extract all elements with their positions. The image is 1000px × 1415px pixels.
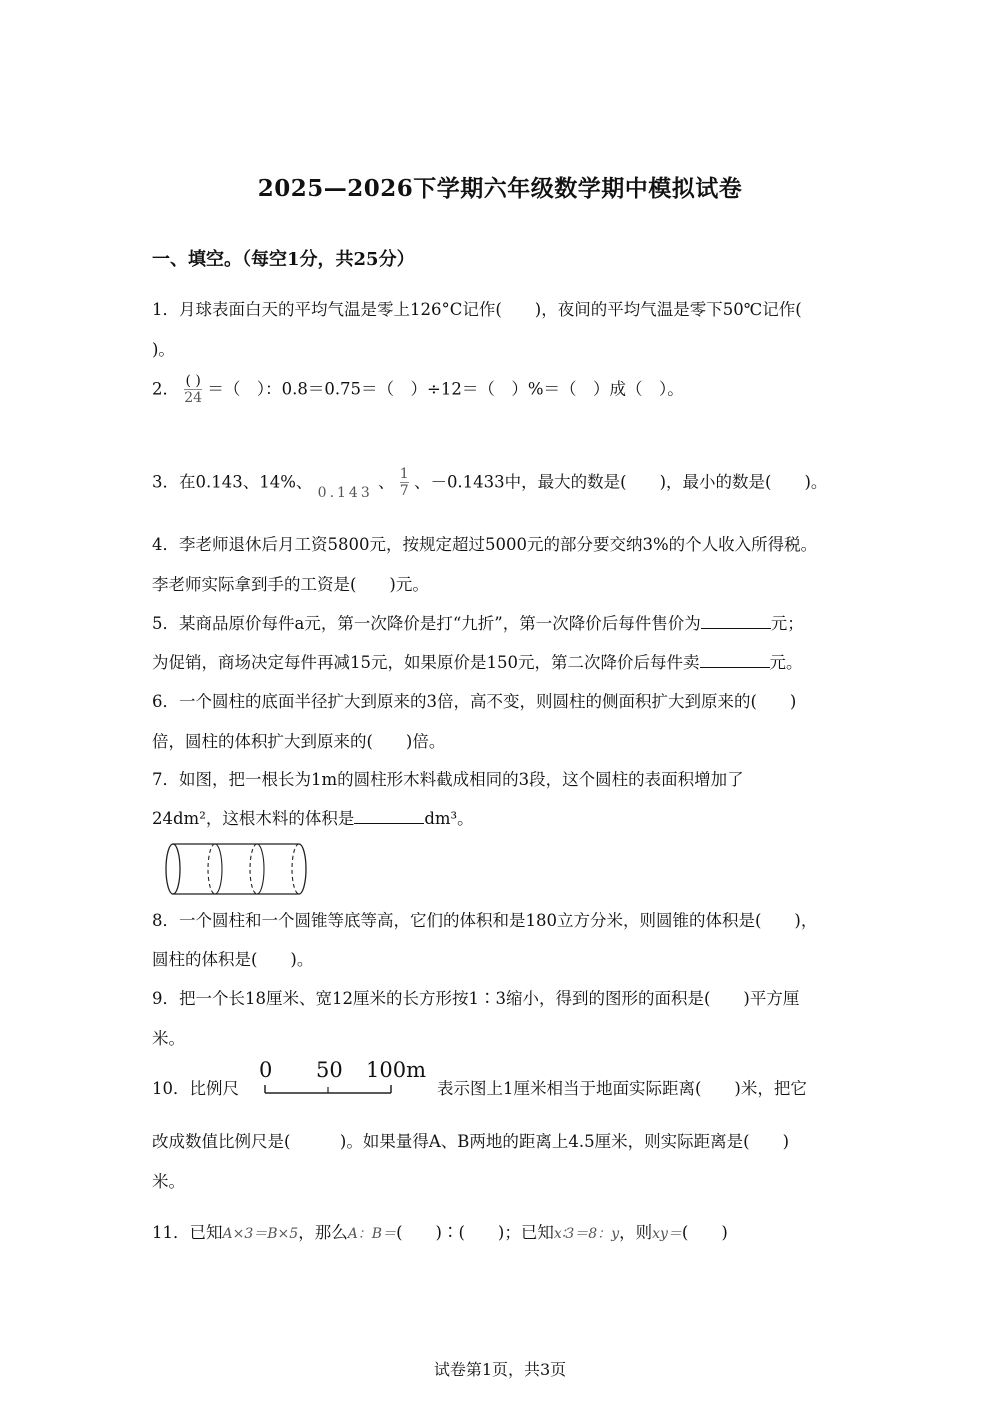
question-7-line-1: 7．如图，把一根长为1m的圆柱形木料截成相同的3段，这个圆柱的表面积增加了 — [152, 770, 744, 789]
fraction-denominator: 24 — [184, 390, 203, 406]
answer-blank — [701, 614, 771, 629]
question-11-text-d: ( ) — [681, 1223, 728, 1242]
answer-blank — [700, 653, 770, 668]
question-10-line-2: 改成数值比例尺是( )。如果量得A、B两地的距离上4.5厘米，则实际距离是( ) — [152, 1132, 790, 1151]
question-4-line-2: 李老师实际拿到手的工资是( )元。 — [152, 575, 429, 594]
equation-1: A×3＝B×5 — [222, 1226, 299, 1242]
scale-label-100m: 100m — [366, 1058, 426, 1082]
equation-3: x∶3＝8：y — [553, 1226, 620, 1242]
fraction-numerator: ( ) — [185, 373, 201, 389]
question-11 — [152, 1222, 728, 1245]
question-5-text-b: 元； — [770, 614, 804, 633]
question-5-line-1 — [152, 613, 804, 635]
question-3-prefix: 3．在0.143、14%、 — [152, 472, 313, 492]
question-9-line-2: 米。 — [152, 1029, 185, 1048]
question-8-line-2: 圆柱的体积是( )。 — [152, 950, 314, 969]
question-3 — [152, 466, 827, 504]
question-3-fraction — [400, 466, 409, 499]
cylinder-figure — [162, 840, 312, 898]
question-11-text-b: ( )∶( )；已知 — [396, 1223, 554, 1242]
question-2 — [152, 373, 684, 406]
question-2-number: 2． — [152, 379, 179, 399]
question-10-text: 表示图上1厘米相当于地面实际距离( )米，把它 — [437, 1079, 807, 1098]
question-11-text-c: ，则 — [619, 1223, 653, 1242]
separator: 、 — [378, 472, 395, 492]
line-scale — [250, 1058, 430, 1098]
question-2-text: ＝（ ）：0.8＝0.75＝（ ）÷12＝（ ）%＝（ ）成（ ）。 — [207, 379, 684, 399]
question-11-text-a: ，那么 — [298, 1223, 348, 1242]
scale-label-0: 0 — [259, 1058, 273, 1082]
page-footer: 试卷第1页，共3页 — [433, 1360, 567, 1379]
equation-4: xy＝ — [652, 1226, 682, 1242]
question-2-fraction — [184, 373, 202, 406]
question-1-line-2: )。 — [152, 340, 175, 359]
question-1-line-1: 1．月球表面白天的平均气温是零上126°C记作( )，夜间的平均气温是零下50℃记作( — [152, 300, 802, 319]
question-7-line-2 — [152, 808, 474, 830]
question-5-text-c: 为促销，商场决定每件再减15元，如果原价是150元，第二次降价后每件卖 — [152, 653, 700, 672]
page-title: 2025—2026下学期六年级数学期中模拟试卷 — [257, 175, 743, 202]
equation-2: A：B＝ — [347, 1226, 397, 1242]
question-11-prefix: 11．已知 — [152, 1223, 223, 1242]
question-6-line-2: 倍，圆柱的体积扩大到原来的( )倍。 — [152, 732, 446, 751]
question-7-text-b: dm³。 — [424, 809, 474, 828]
question-5-line-2 — [152, 652, 803, 674]
question-10-prefix: 10．比例尺 — [152, 1079, 239, 1098]
repeating-decimal: 0.143 — [317, 485, 373, 501]
question-5-text-d: 元。 — [769, 653, 803, 672]
question-10-line-1 — [152, 1078, 239, 1100]
section-heading: 一、填空。（每空1分，共25分） — [152, 249, 415, 270]
question-7-text-a: 24dm²，这根木料的体积是 — [152, 809, 355, 828]
fraction-numerator: 1 — [399, 466, 409, 482]
answer-blank — [354, 809, 424, 824]
question-6-line-1: 6．一个圆柱的底面半径扩大到原来的3倍，高不变，则圆柱的侧面积扩大到原来的( ) — [152, 692, 797, 711]
question-4-line-1: 4．李老师退休后月工资5800元，按规定超过5000元的部分要交纳3%的个人收入所得税。 — [152, 535, 818, 554]
question-9-line-1: 9．把一个长18厘米、宽12厘米的长方形按1∶3缩小，得到的图形的面积是( )平方厘 — [152, 989, 800, 1008]
scale-bar — [250, 1082, 430, 1096]
scale-label-50: 50 — [316, 1058, 343, 1082]
fraction-denominator: 7 — [399, 483, 409, 499]
question-5-text-a: 5．某商品原价每件a元，第一次降价是打“九折”，第一次降价后每件售价为 — [152, 614, 701, 633]
question-3-text: 、－0.1433中，最大的数是( )，最小的数是( )。 — [413, 472, 828, 492]
question-10-line-3: 米。 — [152, 1172, 185, 1191]
question-8-line-1: 8．一个圆柱和一个圆锥等底等高，它们的体积和是180立方分米，则圆锥的体积是( )， — [152, 911, 818, 930]
